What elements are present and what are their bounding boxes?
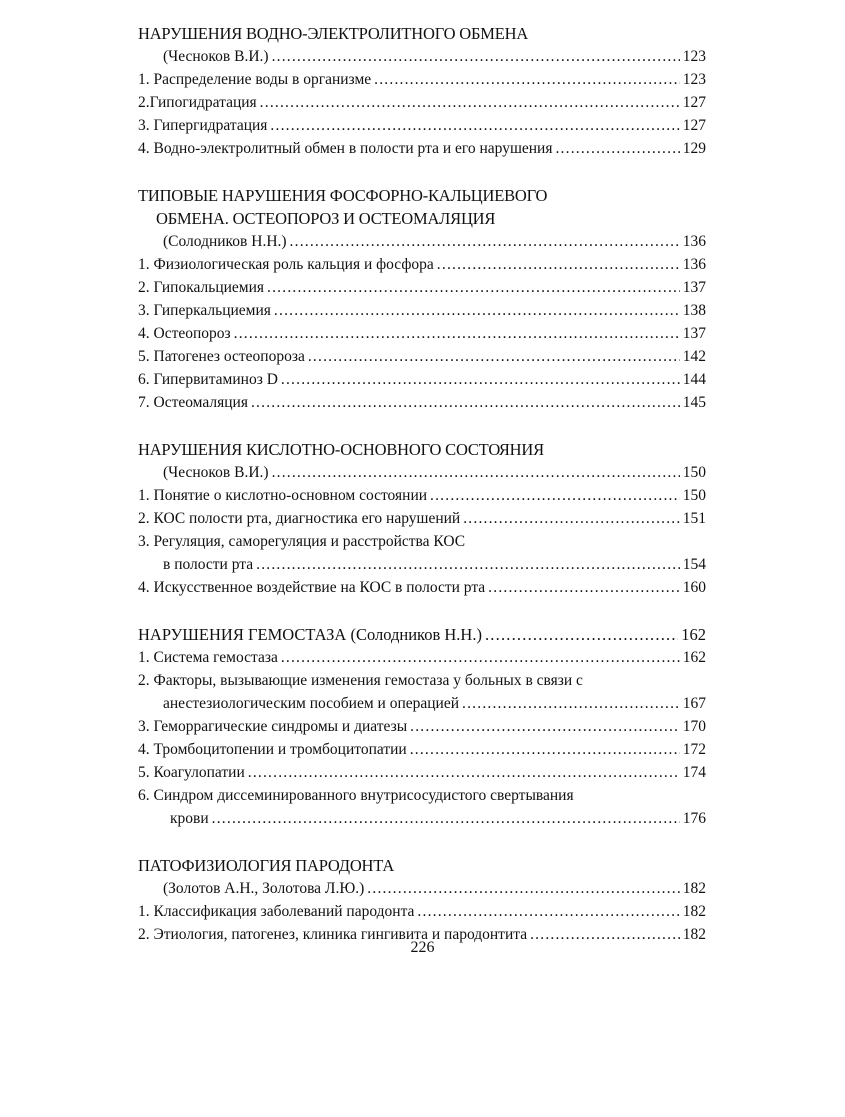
toc-entry: 4. Тромбоцитопении и тромбоцитопатии ..... 172 <box>138 738 706 761</box>
page-number: 226 <box>410 939 435 956</box>
section-heading: ТИПОВЫЕ НАРУШЕНИЯ ФОСФОРНО-КАЛЬЦИЕВОГО <box>138 186 548 205</box>
toc-entry: 2. Гипокальциемия ..... 137 <box>138 276 706 299</box>
toc-entry: 1. Понятие о кислотно-основном состоянии ..... 150 <box>138 484 706 507</box>
toc-entry: 1. Система гемостаза ..... 162 <box>138 646 706 669</box>
toc-entry: 3. Гипергидратация ..... 127 <box>138 114 706 137</box>
toc-entry-first-line: 2. Факторы, вызывающие изменения гемостаза у больных в связи с <box>138 672 583 689</box>
toc-entry-continued: крови ..... 176 <box>138 807 706 830</box>
toc-entry-first-line: 6. Синдром диссеминированного внутрисосудистого свертывания <box>138 787 574 804</box>
toc-entry: 7. Остеомаляция ..... 145 <box>138 391 706 414</box>
toc-entry-first-line: 3. Регуляция, саморегуляция и расстройства КОС <box>138 533 466 550</box>
toc-entry-continued: в полости рта ..... 154 <box>138 553 706 576</box>
toc-entry-continued: анестезиологическим пособием и операцией ..... 167 <box>138 692 706 715</box>
toc-entry: 6. Гипервитаминоз D ..... 144 <box>138 368 706 391</box>
toc-entry: 1. Классификация заболеваний пародонта ..... 182 <box>138 900 706 923</box>
section-heading: НАРУШЕНИЯ ГЕМОСТАЗА (Солодников Н.Н.) ..... 162 <box>138 623 706 646</box>
toc-entry: 2. Этиология, патогенез, клиника гингивита и пародонтита ..... 182 <box>138 923 706 946</box>
toc-entry: 5. Коагулопатии ..... 174 <box>138 761 706 784</box>
toc-entry: 2.Гипогидратация ..... 127 <box>138 91 706 114</box>
section-heading: ПАТОФИЗИОЛОГИЯ ПАРОДОНТА <box>138 856 395 875</box>
toc-entry-author: (Чесноков В.И.) ..... 123 <box>138 45 706 68</box>
toc-entry-author: (Золотов А.Н., Золотова Л.Ю.) ..... 182 <box>138 877 706 900</box>
toc-entry: 1. Физиологическая роль кальция и фосфора ..... 136 <box>138 253 706 276</box>
section-heading: НАРУШЕНИЯ ВОДНО-ЭЛЕКТРОЛИТНОГО ОБМЕНА <box>138 24 529 43</box>
toc-entry: 2. КОС полости рта, диагностика его нарушений ..... 151 <box>138 507 706 530</box>
section-heading-continued: ОБМЕНА. ОСТЕОПОРОЗ И ОСТЕОМАЛЯЦИЯ <box>156 209 496 228</box>
toc-entry-author: (Чесноков В.И.) ..... 150 <box>138 461 706 484</box>
section-heading: НАРУШЕНИЯ КИСЛОТНО-ОСНОВНОГО СОСТОЯНИЯ <box>138 440 544 459</box>
table-of-contents <box>138 22 706 946</box>
toc-entry: 4. Искусственное воздействие на КОС в полости рта ..... 160 <box>138 576 706 599</box>
toc-entry: 1. Распределение воды в организме ..... 123 <box>138 68 706 91</box>
toc-entry: 3. Гиперкальциемия ..... 138 <box>138 299 706 322</box>
toc-entry: 5. Патогенез остеопороза ..... 142 <box>138 345 706 368</box>
toc-entry: 4. Остеопороз ..... 137 <box>138 322 706 345</box>
toc-entry-author: (Солодников Н.Н.) ..... 136 <box>138 230 706 253</box>
toc-entry: 3. Геморрагические синдромы и диатезы ..... 170 <box>138 715 706 738</box>
toc-entry: 4. Водно-электролитный обмен в полости рта и его нарушения ..... 129 <box>138 137 706 160</box>
